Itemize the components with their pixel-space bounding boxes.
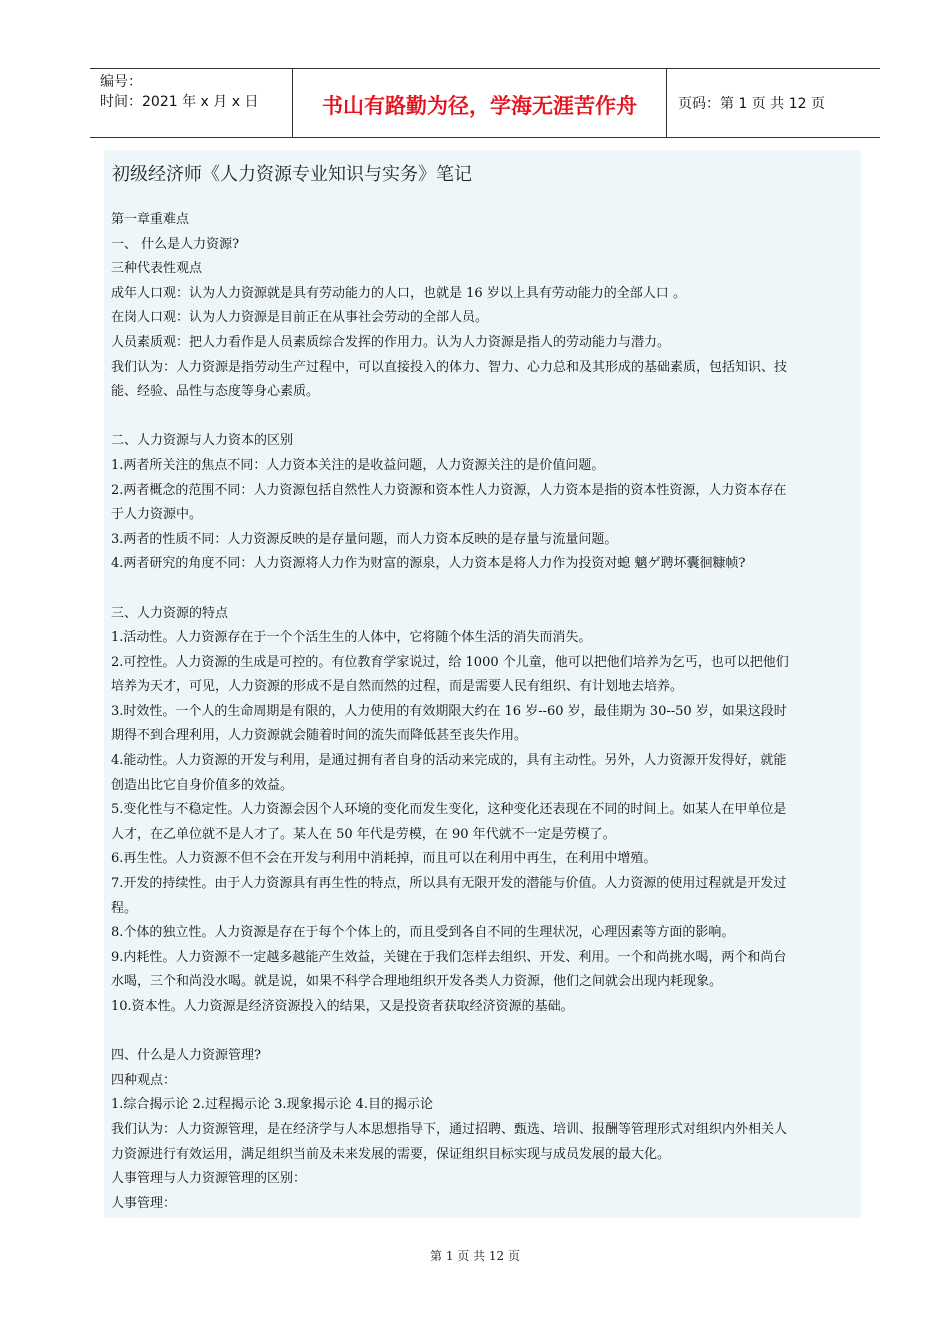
text-line: 2.两者概念的范围不同：人力资源包括自然性人力资源和资本性人力资源，人力资本是指的资本性资源，人力资本存在 [111, 482, 787, 498]
text-line: 7.开发的持续性。由于人力资源具有再生性的特点，所以具有无限开发的潜能与价值。人力资源的使用过程就是开发过 [111, 876, 787, 892]
text-line: 在岗人口观：认为人力资源是目前正在从事社会劳动的全部人员。 [111, 310, 489, 326]
text-line: 8.个体的独立性。人力资源是存在于每个个体上的，而且受到各自不同的生理状况，心理因素等方面的影响。 [111, 925, 735, 941]
blank-line [111, 405, 859, 430]
text-line: 我们认为：人力资源是指劳动生产过程中，可以直接投入的体力、智力、心力总和及其形成的基础素质，包括知识、技 [111, 359, 788, 375]
text-line: 能、经验、品性与态度等身心素质。 [111, 384, 320, 400]
header-page-cell [666, 69, 880, 137]
text-line: 人才，在乙单位就不是人才了。某人在 50 年代是劳模，在 90 年代就不一定是劳模了。 [111, 826, 616, 842]
text-line: 5.变化性与不稳定性。人力资源会因个人环境的变化而发生变化，这种变化还表现在不同的时间上。如某人在甲单位是 [111, 802, 787, 818]
header-table [90, 68, 880, 138]
text-line: 3.两者的性质不同：人力资源反映的是存量问题，而人力资本反映的是存量与流量问题。 [111, 531, 618, 547]
text-line: 三、人力资源的特点 [111, 605, 229, 621]
text-line: 成年人口观：认为人力资源就是具有劳动能力的人口，也就是 16 岁以上具有劳动能力的全部人口 。 [111, 285, 686, 301]
text-line: 于人力资源中。 [111, 507, 203, 523]
page-info: 页码：第 1 页 共 12 页 [678, 96, 825, 112]
text-line: 程。 [111, 900, 138, 916]
text-line: 人事管理： [111, 1195, 177, 1211]
text-line: 6.再生性。人力资源不但不会在开发与利用中消耗掉，而且可以在利用中再生，在利用中增殖。 [111, 851, 657, 867]
text-line: 4.能动性。人力资源的开发与利用，是通过拥有者自身的活动来完成的，具有主动性。另外，人力资源开发得好，就能 [111, 753, 787, 769]
text-line: 人事管理与人力资源管理的区别： [111, 1171, 307, 1187]
document-body [111, 208, 859, 1216]
text-line: 二、人力资源与人力资本的区别 [111, 433, 294, 449]
text-line: 人员素质观：把人力看作是人员素质综合发挥的作用力。认为人力资源是指人的劳动能力与潜力。 [111, 334, 671, 350]
blank-line [111, 1020, 859, 1045]
text-line: 3.时效性。一个人的生命周期是有限的，人力使用的有效期限大约在 16 岁--60 岁，最佳期为 30--50 岁，如果这段时 [111, 703, 787, 719]
text-line: 力资源进行有效运用，满足组织当前及未来发展的需要，保证组织目标实现与成员发展的最大化。 [111, 1146, 671, 1162]
text-line: 1.两者所关注的焦点不同：人力资本关注的是收益问题，人力资源关注的是价值问题。 [111, 457, 605, 473]
text-line: 9.内耗性。人力资源不一定越多越能产生效益，关键在于我们怎样去组织、开发、利用。一个和尚挑水喝，两个和尚台 [111, 949, 787, 965]
text-line: 2.可控性。人力资源的生成是可控的。有位教育学家说过，给 1000 个儿童，他可以把他们培养为乞丐，也可以把他们 [111, 654, 789, 670]
text-line: 四、什么是人力资源管理? [111, 1048, 261, 1064]
text-line: 培养为天才，可见，人力资源的形成不是自然而然的过程，而是需要人民有组织、有计划地去培养。 [111, 679, 684, 695]
text-line: 4.两者研究的角度不同：人力资源将人力作为财富的源泉，人力资本是将人力作为投资对螅 魑ゲ聘坏囊徊糠帧? [111, 556, 746, 572]
text-line: 一、 什么是人力资源? [111, 236, 240, 252]
text-line: 三种代表性观点 [111, 261, 203, 277]
document-title: 初级经济师《人力资源专业知识与实务》笔记 [112, 164, 472, 185]
text-line: 四种观点： [111, 1072, 177, 1088]
header-motto-cell [292, 69, 667, 137]
text-line: 1.综合揭示论 2.过程揭示论 3.现象揭示论 4.目的揭示论 [111, 1097, 434, 1113]
text-line: 创造出比它自身价值多的效益。 [111, 777, 294, 793]
header-left-cell [90, 69, 292, 137]
text-line: 期得不到合理利用，人力资源就会随着时间的流失而降低甚至丧失作用。 [111, 728, 528, 744]
number-label: 编号： [100, 74, 142, 90]
text-line: 10.资本性。人力资源是经济资源投入的结果，又是投资者获取经济资源的基础。 [111, 999, 574, 1014]
motto: 书山有路勤为径，学海无涯苦作舟 [322, 94, 637, 118]
text-line: 我们认为：人力资源管理，是在经济学与人本思想指导下，通过招聘、甄选、培训、报酬等管理形式对组织内外相关人 [111, 1121, 788, 1137]
page-footer: 第 1 页 共 12 页 [430, 1249, 520, 1263]
text-line: 第一章重难点 [111, 212, 190, 227]
time-label: 时间：2021 年 x 月 x 日 [100, 94, 259, 110]
blank-line [111, 577, 859, 602]
text-line: 1.活动性。人力资源存在于一个个活生生的人体中，它将随个体生活的消失而消失。 [111, 630, 592, 646]
text-line: 水喝，三个和尚没水喝。就是说，如果不科学合理地组织开发各类人力资源，他们之间就会出现内耗现象。 [111, 974, 723, 990]
